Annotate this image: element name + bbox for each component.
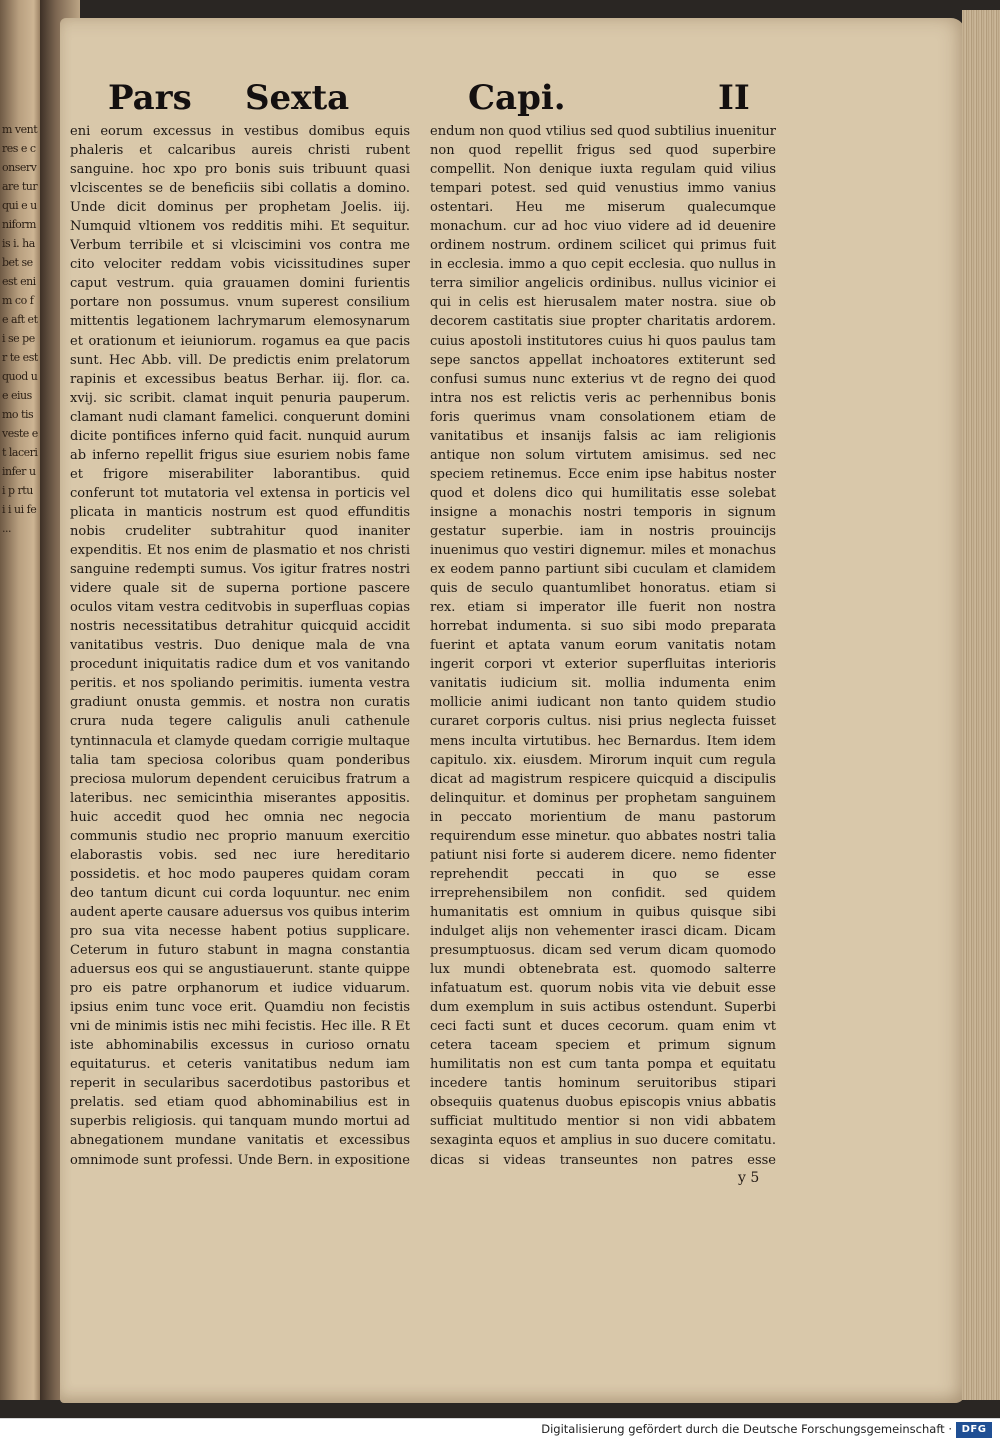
dfg-logo-icon: DFG [956, 1422, 992, 1438]
footer-credit: Digitalisierung gefördert durch die Deutsche Forschungsgemeinschaft · [541, 1422, 952, 1436]
running-head-capi: Capi. [468, 78, 566, 118]
chapter-number: II [718, 78, 750, 118]
running-head-sexta: Sexta [245, 78, 350, 118]
footer-bar [0, 1418, 1000, 1442]
previous-page-fragment [0, 0, 42, 1400]
right-column-text: endum non quod vtilius sed quod subtilius inuenitur non quod repellit frigus sed quod superbire compellit. Non denique iuxta regulam quid vilius tempari potest. sed quid venustius immo vanius ostentari. Heu me miserum qualecumque monachum. cur ad hoc viuo videre ad id deuenire ordinem nostrum. ordinem scilicet qui primus fuit in ecclesia. immo a quo cepit ecclesia. quo nullus in terra similior angelicis ordinibus. nullus vicinior ei qui in celis est hierusalem mater nostra. siue ob decorem castitatis siue propter charitatis ardorem. cuius apostoli institutores cuius hi quos paulus tam sepe sanctos appellat inchoatores extiterunt sed confusi sumus nunc exterius vt de regno dei quod intra nos est relictis veris ac perhennibus bonis foris querimus vnam consolationem etiam de vanitatibus et insanijs falsis ac iam religionis antique non solum virtutem amisimus. sed nec speciem retinemus. Ecce enim ipse habitus noster quod et dolens dico qui humilitatis esse solebat insigne a monachis nostri temporis in signum gestatur superbie. iam in nostris prouincijs inuenimus quo vestiri dignemur. miles et monachus ex eodem panno partiunt sibi cuculam et clamidem quis de seculo quantumlibet honoratus. etiam si rex. etiam si imperator ille fuerit non nostra horrebat indumenta. si suo sibi modo preparata fuerint et aptata vanum eorum vanitatis notam ingerit corpori vt exterior superfluitas interioris vanitatis iudicium sit. mollia indumenta enim mollicie animi iudicant non tanto quidem studio curaret corporis cultus. nisi prius neglecta fuisset mens inculta virtutibus. hec Bernardus. Item idem capitulo. xix. eiusdem. Mirorum inquit cum regula dicat ad magistrum respicere quicquid a discipulis delinquitur. et dominus per prophetam sanguinem in peccato morientium de manu pastorum requirendum esse minetur. quo abbates nostri talia patiunt nisi forte si auderem dicere. nemo fidenter reprehendit peccati in quo se esse irreprehensibilem non confidit. sed quidem humanitatis est omnium in quibus quisque sibi indulget alijs non vehementer irasci dicam. Dicam presumptuosus. dicam sed verum dicam quomodo lux mundi obtenebrata est. quomodo salterre infatuatum est. quorum nobis vita vie debuit esse dum exemplum in suis actibus ostendunt. Superbi ceci facti sunt et duces cecorum. quam enim vt cetera taceam speciem et primum signum humilitatis non est cum tanta pompa et equitatu incedere tantis hominum seruitoribus stipari obsequiis quatenus duobus episcopis vnius abbatis sufficiat multitudo mentior si non vidi abbatem sexaginta equos et amplius in suo ducere comitatu. dicas si videas transeuntes non patres esse [430, 124, 776, 1167]
previous-page-text: m ventres e conservare tur qui e uniformis i. habet se est enim co fe aft eti se per te est quod ue eius mo tis veste et laceri infer ui p rtu i i ui fe ... [2, 123, 38, 535]
left-column-text: eni eorum excessus in vestibus domibus equis phaleris et calcaribus aureis christi rubent sanguine. hoc xpo pro bonis suis tribuunt quasi vlciscentes se de beneficiis sibi collatis a domino. Unde dicit dominus per prophetam Joelis. iij. Numquid vltionem vos redditis mihi. Et sequitur. Verbum terribile et si vlciscimini vos contra me cito velociter reddam vobis vicissitudines super caput vestrum. quia grauamen domini furientis portare non possumus. vnum superest consilium mittentis legationem lachrymarum elemosynarum et orationum et ieiuniorum. rogamus ea que pacis sunt. Hec Abb. vill. De predictis enim prelatorum rapinis et excessibus beatus Berhar. iij. flor. ca. xvij. sic scribit. clamat inquit penuria pauperum. clamant nudi clamant famelici. conquerunt domini dicite pontifices inferno quid facit. nunquid aurum ab inferno repellit frigus siue esuriem nobis fame et frigore miserabiliter laborantibus. quid conferunt tot mutatoria vel extensa in porticis vel plicata in manticis nostrum est quod effunditis nobis crudeliter subtrahitur quod inaniter expenditis. Et nos enim de plasmatio et nos christi sanguine redempti sumus. Vos igitur fratres nostri videre quale sit de superna portione pascere oculos vitam vestra ceditvobis in superfluas copias nostris necessitatibus detrahitur quicquid accidit vanitatibus vestris. Duo denique mala de vna procedunt iniquitatis radice dum et vos vanitando peritis. et nos spoliando perimitis. iumenta vestra gradiunt onusta gemmis. et nostra non curatis crura nuda tegere caligulis anuli cathenule tyntinnacula et clamyde quedam corrigie multaque talia tam speciosa coloribus quam ponderibus preciosa mulorum dependent ceruicibus fratrum a lateribus. nec semicinthia miserantes appositis. huic accedit quod hec omnia nec negocia communis studio nec proprio manuum exercitio elaborastis vobis. sed nec iure hereditario possidetis. et hoc modo pauperes quidam coram deo tantum dicunt cui corda loquuntur. nec enim audent aperte causare aduersus vos quibus interim pro sua vita necesse habent potius supplicare. Ceterum in futuro stabunt in magna constantia aduersus eos qui se angustiauerunt. stante quippe pro eis patre orphanorum et iudice viduarum. ipsius enim tunc voce erit. Quamdiu non fecistis vni de minimis istis nec mihi fecistis. Hec ille. R Et iste abhominabilis excessus in curioso ornatu equitaturus. et ceteris vanitatibus nedum iam reperit in secularibus sacerdotibus pastoribus et prelatis. sed etiam quod abhominabilius est in superbis religiosis. qui tanquam mundo mortui ad abnegationem mundane vanitatis et excessibus omnimode sunt professi. Unde Bern. in expositione [70, 124, 410, 1167]
right-text-column [430, 122, 776, 1167]
left-text-column [70, 122, 410, 1167]
page-edges [962, 10, 1000, 1400]
running-head-pars: Pars [108, 78, 192, 118]
signature-mark: y 5 [738, 1170, 760, 1186]
